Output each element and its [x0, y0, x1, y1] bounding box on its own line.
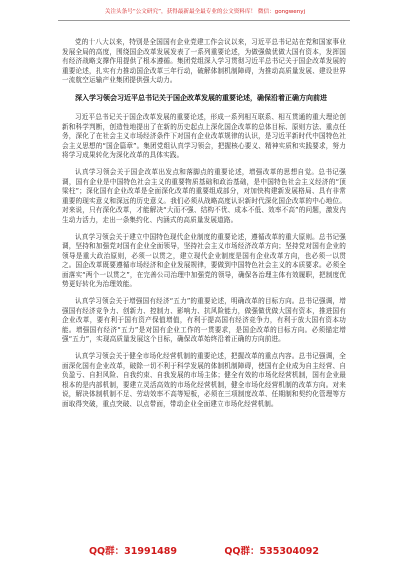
- footer-contact: [0, 543, 408, 557]
- header-banner: 关注头条号“公文研究”，获得最新最全最专业的公文资料库！ 微信：gongwenyj: [104, 9, 306, 15]
- paragraph-intro: 党的十八大以来，特别是全国国有企业党建工作会议以来，习近平总书记站在党和国家事业发展全局的高度，围绕国企改革发展发表了一系列重要论述，为做强做优做大国有资本，发挥国有经济战略支撑作用提供了根本遵循。集团党组深入学习贯彻习近平总书记关于国企改革发展的重要论述，扎实有力推动国企改革三年行动，破解体制机制障碍，为推动高质量发展、建设世界一流航空运输产业集团提供强大动力。: [62, 38, 346, 85]
- section-heading: 深入学习领会习近平总书记关于国企改革发展的重要论述，确保沿着正确方向前进: [75, 93, 327, 102]
- paragraph: 认真学习领会关于健全市场化经营机制的重要论述，把握改革的重点内容。总书记强调，全面深化国有企业改革，破除一切不利于科学发展的体制机制障碍，使国有企业成为自主经营、自负盈亏、自担风险、自我约束、自我发展的市场主体；健全有效的市场化经营机制，国有企业最根本的是内部机制，要建立灵活高效的市场化经营机制，健全市场化经营机制的改革方向。对来说，解决体制机制不足、劳动效率不高等短板，必须在三项制度改革、任期制和契约化管理等方面取得突破，重点突破、以点带面，带动企业全面建立市场化经营机制。: [62, 352, 346, 408]
- header-divider: [58, 20, 350, 21]
- paragraph: 认真学习领会关于建立中国特色现代企业制度的重要论述，遵循改革的重大原则。总书记强调，坚持和加强党对国有企业全面领导，坚持社会主义市场经济改革方向；坚持党对国有企业的领导是重大政治原则，必须一以贯之，建立现代企业制度是国有企业改革方向，也必须一以贯之。国企改革既要遵循市场经济和企业发展规律，要做到中国特色社会主义的本质要求。必须全面落实“两个一以贯之”，在完善公司治理中加强党的领导，确保各治理主体有效履职，把制度优势更好转化为治理效能。: [62, 232, 346, 289]
- document-body: [62, 38, 346, 417]
- paragraph: 认真学习领会关于增强国有经济“五力”的重要论述，明确改革的目标方向。总书记强调，增强国有经济竞争力、创新力、控制力、影响力、抗风险能力，做强做优做大国有资本，推进国有企业改革，要有利于国有资产保值增值，有利于提高国有经济竞争力，有利于放大国有资本功能。增强国有经济“五力”是对国有企业工作的一贯要求，是国企改革的目标方向。必须锚定增强“五力”，实现高质量发展这个目标，确保改革始终沿着正确的方向前进。: [62, 297, 346, 344]
- qq-group-2: QQ群：535304092: [224, 546, 319, 557]
- paragraph: 认真学习领会关于国企改革出发点和落脚点的重要论述，增强改革的思想自觉。总书记强调，国有企业是中国特色社会主义的重要物质基础和政治基础，是中国特色社会主义经济的“顶梁柱”；深化国有企业改革是全面深化改革的重要组成部分，对加快构建新发展格局、具有非常重要的现实意义和深远的历史意义。我们必须从战略高度认识新时代深化国企改革的中心地位。对来说，只有深化改革，才能解决“大而不强、结构不优、成本不低、效率不高”的问题，激发内生动力活力，走出一条集约化、内涵式的高质量发展道路。: [62, 167, 346, 224]
- qq-group-1: QQ群：31991489: [88, 546, 178, 557]
- paragraph: 习近平总书记关于国企改革发展的重要论述，形成一系列相互联系、相互贯通的重大理论创新和科学判断，创造性地提出了在新的历史起点上深化国企改革的总体目标、原则方法、重点任务，深化了在社会主义市场经济条件下对国有企业改革规律的认识，是习近平新时代中国特色社会主义思想的“国企篇章”。集团党组认真学习领会，把握核心要义、精神实质和实践要求，努力将学习成果转化为深化改革的具体实践。: [62, 112, 346, 160]
